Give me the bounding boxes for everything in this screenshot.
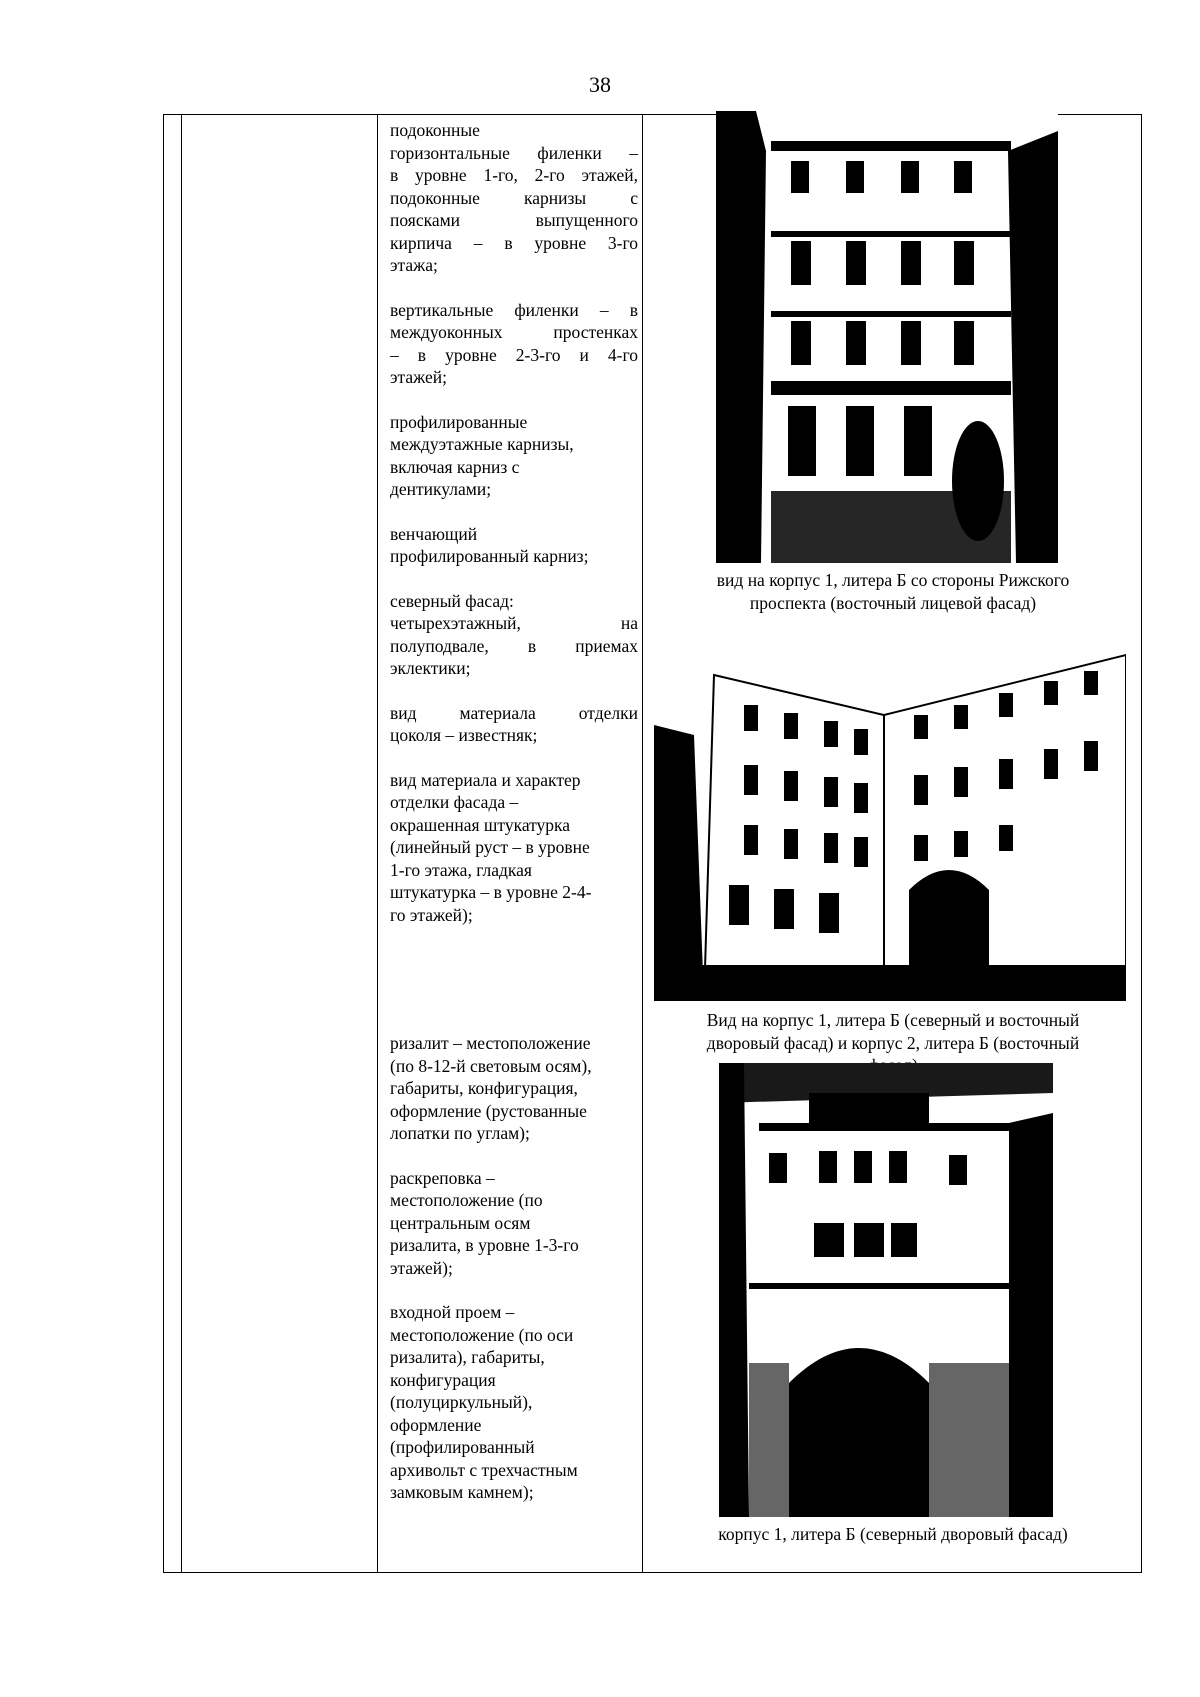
text-line: эклектики; xyxy=(390,658,471,678)
text-line: 1-го этажа, гладкая xyxy=(390,859,532,880)
photo-caption-1: вид на корпус 1, литера Б со стороны Рижского проспекта (восточный лицевой фасад) xyxy=(716,570,1070,613)
description-table xyxy=(163,114,1142,1573)
text-line: окрашенная штукатурка xyxy=(390,814,571,835)
text-line: (профилированный xyxy=(390,1437,535,1457)
text-line: четырехэтажный, на xyxy=(390,613,638,633)
text-line: кирпича – в уровне 3-го xyxy=(390,232,638,253)
text-line: вертикальные филенки – в xyxy=(390,299,638,320)
text-block-cornices xyxy=(390,411,638,501)
text-block-window-panels xyxy=(390,119,638,277)
text-line: этажа; xyxy=(390,255,438,275)
column-divider-3 xyxy=(642,115,643,1572)
text-line: в уровне 1-го, 2-го этажей, xyxy=(390,165,638,185)
text-line: этажей; xyxy=(390,367,447,387)
text-line: центральным осям xyxy=(390,1212,531,1233)
text-block-plinth xyxy=(390,702,638,747)
text-line: (по 8-12-й световым осям), xyxy=(390,1055,592,1076)
text-block-facade-finish xyxy=(390,769,638,927)
text-line: штукатурка – в уровне 2-4- xyxy=(390,882,592,902)
text-line: лопатки по углам); xyxy=(390,1123,530,1143)
column-divider-2 xyxy=(377,115,378,1572)
text-block-crowning-cornice xyxy=(390,523,638,568)
text-line: местоположение (по xyxy=(390,1190,543,1210)
text-block-risalit xyxy=(390,1032,638,1145)
element-description-column xyxy=(390,119,638,1504)
text-line: профилированный карниз; xyxy=(390,546,589,566)
text-block-vertical-panels xyxy=(390,299,638,389)
text-line: междуоконных простенках xyxy=(390,322,638,342)
text-line: междуэтажные карнизы, xyxy=(390,434,574,454)
text-line: го этажей); xyxy=(390,904,473,925)
text-line: вид материала и характер xyxy=(390,769,581,790)
text-block-entrance xyxy=(390,1301,638,1504)
text-line: раскреповка – xyxy=(390,1167,495,1188)
text-line: (линейный руст – в уровне xyxy=(390,837,590,857)
text-line: замковым камнем); xyxy=(390,1482,534,1502)
text-line: венчающий xyxy=(390,523,478,544)
photo-courtyard-facades xyxy=(654,645,1126,1001)
text-line: – в уровне 2-3-го и 4-го xyxy=(390,344,638,365)
photo-north-courtyard-facade xyxy=(719,1063,1053,1517)
text-line: подоконные xyxy=(390,120,480,140)
text-line: горизонтальные филенки – xyxy=(390,142,638,163)
text-line: конфигурация xyxy=(390,1369,496,1390)
text-line: (полуциркульный), xyxy=(390,1392,533,1412)
photo-caption-3: корпус 1, литера Б (северный дворовый фасад) xyxy=(718,1524,1068,1544)
text-block-break xyxy=(390,1167,638,1280)
page-number: 38 xyxy=(589,72,611,97)
photo-east-street-facade xyxy=(716,111,1058,563)
text-line: оформление xyxy=(390,1414,482,1435)
text-line: полуподвале, в приемах xyxy=(390,635,638,656)
text-line: подоконные карнизы с xyxy=(390,187,638,208)
text-line: поясками выпущенного xyxy=(390,210,638,230)
text-line: ризалита, в уровне 1-3-го xyxy=(390,1235,579,1255)
text-line: входной проем – xyxy=(390,1302,515,1322)
text-line: цоколя – известняк; xyxy=(390,725,538,745)
column-divider-1 xyxy=(181,115,182,1572)
text-line: включая карниз с xyxy=(390,456,520,477)
text-line: северный фасад: xyxy=(390,590,514,611)
text-line: архивольт с трехчастным xyxy=(390,1459,578,1480)
text-line: габариты, конфигурация, xyxy=(390,1078,578,1098)
text-block-north-facade xyxy=(390,590,638,680)
photo-caption-2: Вид на корпус 1, литера Б (северный и восточный дворовый фасад) и корпус 2, литера Б (восточный xyxy=(706,1010,1080,1053)
text-line: оформление (рустованные xyxy=(390,1100,587,1121)
text-line: ризалита), габариты, xyxy=(390,1347,545,1367)
text-line: вид материала отделки xyxy=(390,702,638,723)
text-line: профилированные xyxy=(390,411,528,432)
text-line: местоположение (по оси xyxy=(390,1324,574,1345)
text-line: ризалит – местоположение xyxy=(390,1033,591,1053)
text-line: дентикулами; xyxy=(390,479,492,499)
text-line: этажей); xyxy=(390,1257,453,1278)
text-line: отделки фасада – xyxy=(390,792,519,812)
